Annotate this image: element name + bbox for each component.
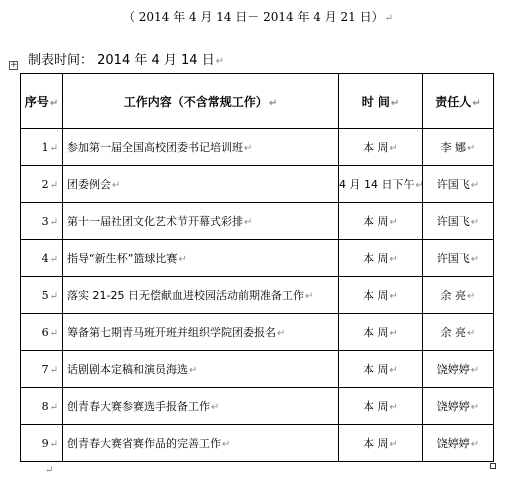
- paragraph-mark-icon: ↵: [467, 291, 476, 302]
- row-owner-text: 饶婷婷: [436, 437, 470, 450]
- schedule-period-subtitle: （ 2014 年 4 月 14 日－ 2014 年 4 月 21 日）↵: [122, 10, 394, 24]
- row-number-text: 6: [41, 325, 49, 339]
- row-number[interactable]: [21, 425, 63, 462]
- row-owner-text: 许国飞: [436, 215, 470, 228]
- paragraph-mark-icon: ↵: [389, 365, 398, 376]
- row-time-text: 本 周: [363, 363, 389, 376]
- row-task-text: 指导“新生杯”篮球比赛: [67, 252, 178, 265]
- paragraph-mark-icon: ↵: [470, 402, 480, 413]
- row-owner[interactable]: [423, 129, 494, 166]
- row-time-text: 4 月 14 日下午: [339, 178, 415, 191]
- row-time[interactable]: [339, 129, 423, 166]
- row-owner-text: 许国飞: [436, 178, 470, 191]
- row-number-text: 8: [41, 399, 49, 413]
- header-owner: 责任人↵: [423, 74, 494, 129]
- row-owner-text: 饶婷婷: [436, 400, 470, 413]
- table-row: [21, 388, 494, 425]
- table-row: [21, 277, 494, 314]
- row-task-text: 创青春大赛省赛作品的完善工作: [67, 437, 221, 450]
- row-number-text: 2: [41, 177, 49, 191]
- table-row: [21, 240, 494, 277]
- paragraph-mark-icon: ↵: [49, 253, 58, 265]
- row-time-text: 本 周: [363, 326, 389, 339]
- paragraph-mark-icon: ↵: [277, 328, 286, 339]
- row-task[interactable]: [63, 240, 339, 277]
- table-header-row: [21, 74, 494, 129]
- paragraph-mark-icon: ↵: [304, 291, 314, 302]
- paragraph-mark-icon: ↵: [49, 401, 58, 413]
- row-owner-text: 余 亮: [440, 326, 467, 339]
- row-task-text: 话剧剧本定稿和演员海选: [67, 363, 188, 376]
- paragraph-mark-icon: ↵: [268, 97, 278, 109]
- row-number[interactable]: [21, 129, 63, 166]
- row-task[interactable]: [63, 388, 339, 425]
- row-time-text: 本 周: [363, 252, 389, 265]
- row-owner[interactable]: [423, 425, 494, 462]
- paragraph-mark-icon: ↵: [49, 290, 58, 302]
- paragraph-mark-icon: ↵: [470, 365, 480, 376]
- paragraph-mark-icon: ↵: [415, 180, 424, 191]
- paragraph-mark-icon: ↵: [389, 291, 398, 302]
- paragraph-mark-icon: ↵: [222, 439, 231, 450]
- row-number[interactable]: [21, 166, 63, 203]
- row-time[interactable]: [339, 314, 423, 351]
- row-task[interactable]: [63, 277, 339, 314]
- row-number-text: 4: [41, 251, 49, 265]
- row-task[interactable]: [63, 314, 339, 351]
- paragraph-mark-icon: ↵: [389, 439, 398, 450]
- paragraph-mark-icon: ↵: [470, 180, 480, 191]
- work-schedule-table: [20, 73, 494, 462]
- header-time: 时 间↵: [339, 74, 423, 129]
- paragraph-mark-icon: ↵: [390, 97, 400, 109]
- row-task[interactable]: [63, 203, 339, 240]
- paragraph-mark-icon: ↵: [389, 254, 398, 265]
- row-owner[interactable]: [423, 388, 494, 425]
- table-move-handle-icon[interactable]: +: [10, 60, 18, 70]
- row-number[interactable]: [21, 240, 63, 277]
- table-row: [21, 314, 494, 351]
- paragraph-mark-icon: ↵: [49, 142, 58, 154]
- paragraph-mark-icon: ↵: [112, 180, 121, 191]
- header-task: 工作内容（不含常规工作）↵: [63, 74, 339, 129]
- paragraph-mark-icon: ↵: [49, 97, 59, 109]
- row-owner[interactable]: [423, 240, 494, 277]
- paragraph-mark-icon: ↵: [467, 328, 476, 339]
- paragraph-mark-icon: ↵: [244, 143, 253, 154]
- paragraph-mark-icon: ↵: [470, 439, 480, 450]
- row-number-text: 1: [41, 140, 49, 154]
- row-time-text: 本 周: [363, 215, 389, 228]
- paragraph-mark-icon: ↵: [215, 56, 225, 67]
- paragraph-mark-icon: ↵: [49, 327, 58, 339]
- row-task-text: 筹备第七期青马班开班并组织学院团委报名: [67, 326, 276, 339]
- paragraph-mark-icon: ↵: [389, 143, 398, 154]
- table-row: [21, 351, 494, 388]
- table-creation-date: 制表时间： 2014 年 4 月 14 日↵: [28, 53, 225, 68]
- row-number[interactable]: [21, 388, 63, 425]
- table-resize-handle-icon[interactable]: [490, 463, 496, 469]
- row-task[interactable]: [63, 129, 339, 166]
- row-time-text: 本 周: [363, 437, 389, 450]
- paragraph-mark-icon: ↵: [49, 438, 58, 450]
- paragraph-mark-icon: ↵: [49, 216, 58, 228]
- row-time[interactable]: [339, 240, 423, 277]
- row-task-text: 第十一届社团文化艺术节开幕式彩排: [67, 215, 243, 228]
- paragraph-mark-icon: ↵: [244, 217, 253, 228]
- row-task-text: 团委例会: [67, 178, 111, 191]
- row-time-text: 本 周: [363, 400, 389, 413]
- row-number[interactable]: [21, 314, 63, 351]
- row-time[interactable]: [339, 425, 423, 462]
- paragraph-mark-icon: ↵: [389, 217, 398, 228]
- row-owner[interactable]: [423, 351, 494, 388]
- paragraph-mark-icon: ↵: [472, 97, 481, 109]
- row-task[interactable]: [63, 166, 339, 203]
- row-owner[interactable]: [423, 203, 494, 240]
- paragraph-mark-icon: ↵: [470, 254, 480, 265]
- row-number[interactable]: [21, 351, 63, 388]
- row-number-text: 9: [41, 436, 49, 450]
- header-no: 序号↵: [21, 74, 63, 129]
- paragraph-mark-icon: ↵: [211, 402, 220, 413]
- row-number-text: 3: [41, 214, 49, 228]
- row-number-text: 7: [41, 362, 49, 376]
- row-owner-text: 饶婷婷: [436, 363, 470, 376]
- table-row: [21, 425, 494, 462]
- row-task[interactable]: [63, 351, 339, 388]
- paragraph-mark-icon: ↵: [389, 402, 398, 413]
- row-time[interactable]: [339, 203, 423, 240]
- row-time[interactable]: [339, 277, 423, 314]
- paragraph-mark-icon: ↵: [49, 364, 58, 376]
- row-owner-text: 许国飞: [436, 252, 470, 265]
- paragraph-mark-icon: ↵: [45, 465, 54, 476]
- paragraph-mark-icon: ↵: [49, 179, 58, 191]
- row-number-text: 5: [41, 288, 49, 302]
- row-time-text: 本 周: [363, 289, 389, 302]
- table-row: [21, 203, 494, 240]
- row-time[interactable]: [339, 388, 423, 425]
- row-owner[interactable]: [423, 314, 494, 351]
- row-task-text: 落实 21-25 日无偿献血进校园活动前期准备工作: [67, 289, 304, 302]
- row-task-text: 创青春大赛参赛选手报备工作: [67, 400, 210, 413]
- row-number[interactable]: [21, 277, 63, 314]
- row-owner[interactable]: [423, 277, 494, 314]
- row-number[interactable]: [21, 203, 63, 240]
- table-row: [21, 166, 494, 203]
- paragraph-mark-icon: ↵: [467, 143, 476, 154]
- row-task[interactable]: [63, 425, 339, 462]
- row-time-text: 本 周: [363, 141, 389, 154]
- row-owner-text: 李 娜: [440, 141, 467, 154]
- paragraph-mark-icon: ↵: [189, 365, 198, 376]
- row-time[interactable]: [339, 351, 423, 388]
- row-owner-text: 余 亮: [440, 289, 467, 302]
- row-time[interactable]: [339, 166, 423, 203]
- table-row: [21, 129, 494, 166]
- row-owner[interactable]: [423, 166, 494, 203]
- paragraph-mark-icon: ↵: [384, 13, 394, 24]
- paragraph-mark-icon: ↵: [389, 328, 398, 339]
- row-task-text: 参加第一届全国高校团委书记培训班: [67, 141, 243, 154]
- paragraph-mark-icon: ↵: [470, 217, 480, 228]
- paragraph-mark-icon: ↵: [178, 254, 187, 265]
